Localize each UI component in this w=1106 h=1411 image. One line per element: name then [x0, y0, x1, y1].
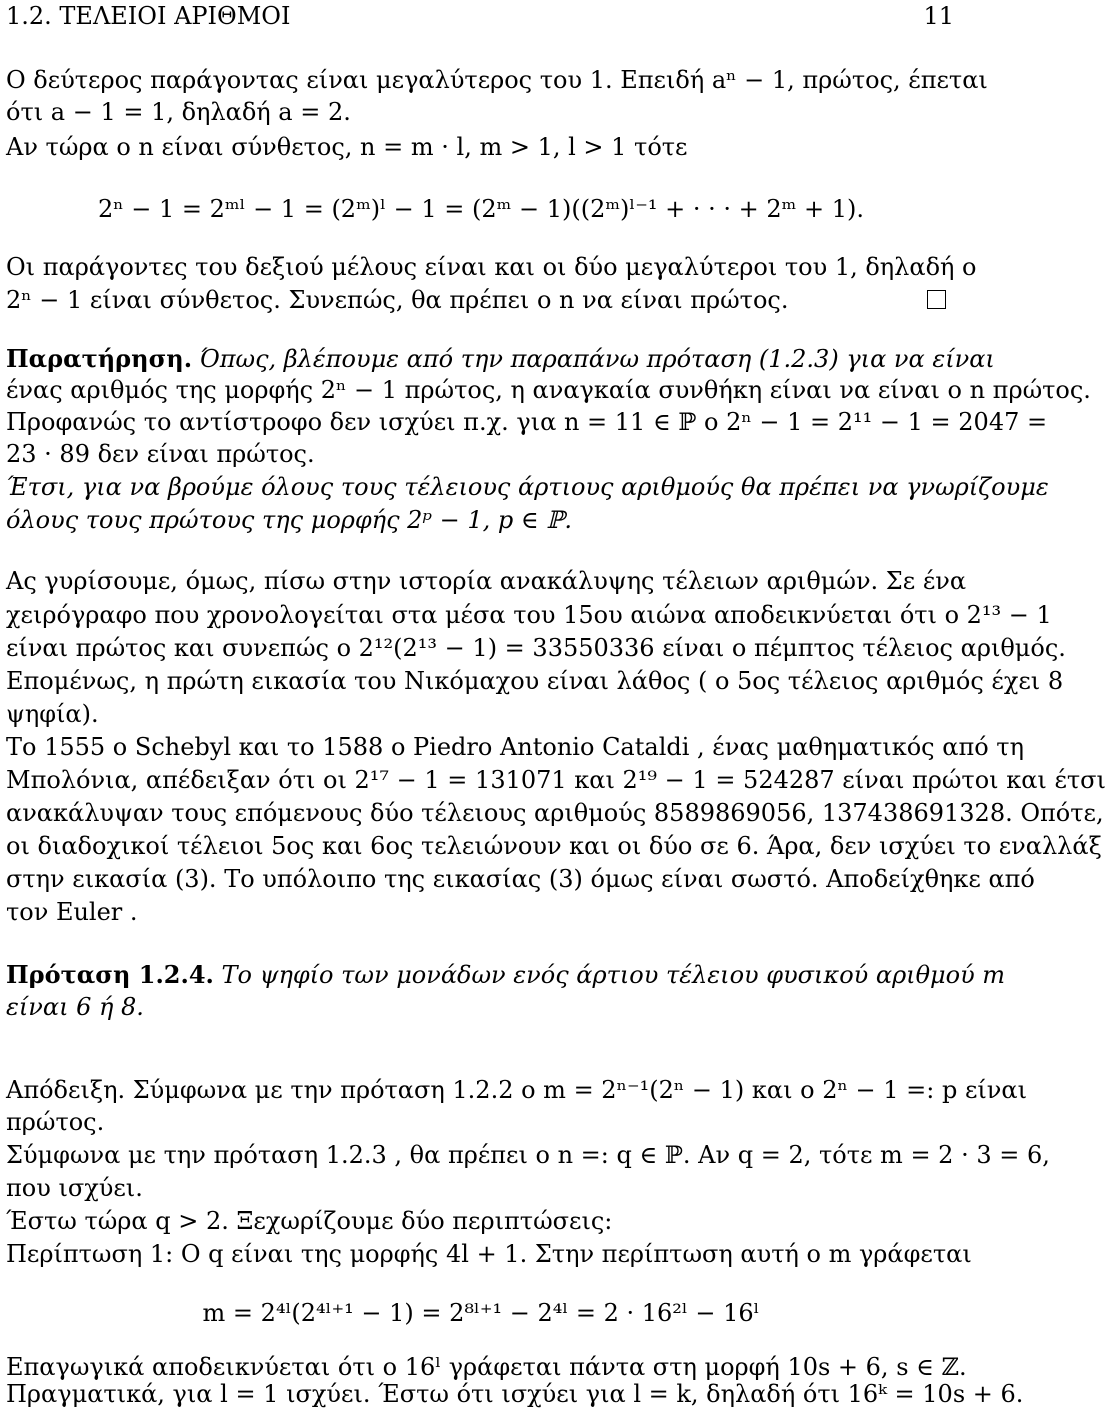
- text-line: Πραγματικά, για l = 1 ισχύει. Έστω ότι ισχύει για l = k, δηλαδή ότι 16ᵏ = 10s + 6.: [6, 1380, 1024, 1408]
- text-line: Σύμφωνα με την πρόταση 1.2.3 , θα πρέπει ο n =: q ∈ ℙ. Αν q = 2, τότε m = 2 · 3 = 6,: [6, 1141, 1050, 1169]
- proposition-line: Πρόταση 1.2.4. Το ψηφίο των μονάδων ενός άρτιου τέλειου φυσικού αριθμού m: [6, 960, 1006, 989]
- equation: 2ⁿ − 1 = 2ᵐˡ − 1 = (2ᵐ)ˡ − 1 = (2ᵐ − 1)((2ᵐ)ˡ⁻¹ + · · · + 2ᵐ + 1).: [97, 195, 865, 223]
- text-line: Επαγωγικά αποδεικνύεται ότι ο 16ˡ γράφεται πάντα στη μορφή 10s + 6, s ∈ ℤ.: [6, 1353, 967, 1381]
- remark-line: Παρατήρηση. Όπως, βλέπουμε από την παραπάνω πρόταση (1.2.3) για να είναι: [6, 344, 995, 373]
- text-line: 2ⁿ − 1 είναι σύνθετος. Συνεπώς, θα πρέπει ο n να είναι πρώτος.: [6, 286, 789, 314]
- text-line: ψηφία).: [6, 700, 99, 728]
- text-line: είναι πρώτος και συνεπώς ο 2¹²(2¹³ − 1) = 33550336 είναι ο πέμπτος τέλειος αριθμός.: [6, 634, 1066, 662]
- text-line: Αν τώρα ο n είναι σύνθετος, n = m · l, m > 1, l > 1 τότε: [6, 133, 688, 161]
- text-line: 23 · 89 δεν είναι πρώτος.: [6, 440, 315, 468]
- text-line: Οι παράγοντες του δεξιού μέλους είναι και οι δύο μεγαλύτεροι του 1, δηλαδή ο: [6, 253, 977, 281]
- text-line: Προφανώς το αντίστροφο δεν ισχύει π.χ. για n = 11 ∈ ℙ ο 2ⁿ − 1 = 2¹¹ − 1 = 2047 =: [6, 408, 1048, 436]
- text-line: ότι a − 1 = 1, δηλαδή a = 2.: [6, 98, 351, 126]
- text-line: Μπολόνια, απέδειξαν ότι οι 2¹⁷ − 1 = 131071 και 2¹⁹ − 1 = 524287 είναι πρώτοι και έτσι: [6, 766, 1106, 794]
- qed-box: [927, 290, 946, 309]
- text-line: Ο δεύτερος παράγοντας είναι μεγαλύτερος του 1. Επειδή aⁿ − 1, πρώτος, έπεται: [6, 66, 988, 94]
- lead-in: Παρατήρηση.: [6, 344, 193, 373]
- text-line: Περίπτωση 1: Ο q είναι της μορφής 4l + 1. Στην περίπτωση αυτή ο m γράφεται: [6, 1240, 972, 1268]
- header-rule: [0, 34, 960, 35]
- proposition-line: είναι 6 ή 8.: [6, 993, 144, 1021]
- page-number: 11: [923, 2, 954, 30]
- text-line: που ισχύει.: [6, 1174, 143, 1202]
- text-line: Έτσι, για να βρούμε όλους τους τέλειους άρτιους αριθμούς θα πρέπει να γνωρίζουμε: [6, 473, 1049, 501]
- text-line: Ας γυρίσουμε, όμως, πίσω στην ιστορία ανακάλυψης τέλειων αριθμών. Σε ένα: [6, 567, 967, 595]
- running-header: [6, 0, 956, 33]
- text-line: ένας αριθμός της μορφής 2ⁿ − 1 πρώτος, η αναγκαία συνθήκη είναι να είναι ο n πρώτος.: [6, 376, 1091, 404]
- section-header: 1.2. ΤΕΛΕΙΟΙ ΑΡΙΘΜΟΙ: [6, 2, 291, 30]
- text-line: χειρόγραφο που χρονολογείται στα μέσα του 15ου αιώνα αποδεικνύεται ότι ο 2¹³ − 1: [6, 601, 1052, 629]
- text-line: Το 1555 ο Schebyl και το 1588 ο Piedro Antonio Cataldi , ένας μαθηματικός από τη: [6, 733, 1024, 761]
- text-line: τον Euler .: [6, 898, 138, 926]
- text-line: ανακάλυψαν τους επόμενους δύο τέλειους αριθμούς 8589869056, 137438691328. Οπότε,: [6, 799, 1104, 827]
- text-line: οι διαδοχικοί τέλειοι 5ος και 6ος τελειώνουν και οι δύο σε 6. Άρα, δεν ισχύει το εναλλάξ: [6, 832, 1102, 860]
- text-line: πρώτος.: [6, 1108, 105, 1136]
- lead-in: Πρόταση 1.2.4.: [6, 960, 214, 989]
- text-line: στην εικασία (3). Το υπόλοιπο της εικασίας (3) όμως είναι σωστό. Αποδείχθηκε από: [6, 865, 1035, 893]
- proof-line: Απόδειξη. Σύμφωνα με την πρόταση 1.2.2 ο m = 2ⁿ⁻¹(2ⁿ − 1) και ο 2ⁿ − 1 =: p είναι: [6, 1076, 1027, 1104]
- text-line: Επομένως, η πρώτη εικασία του Νικόμαχου είναι λάθος ( ο 5ος τέλειος αριθμός έχει 8: [6, 667, 1064, 695]
- text-line: όλους τους πρώτους της μορφής 2ᵖ − 1, p ∈ ℙ.: [6, 506, 572, 534]
- equation: m = 2⁴ˡ(2⁴ˡ⁺¹ − 1) = 2⁸ˡ⁺¹ − 2⁴ˡ = 2 · 16²ˡ − 16ˡ: [202, 1299, 760, 1327]
- text-line: Έστω τώρα q > 2. Ξεχωρίζουμε δύο περιπτώσεις:: [6, 1207, 613, 1235]
